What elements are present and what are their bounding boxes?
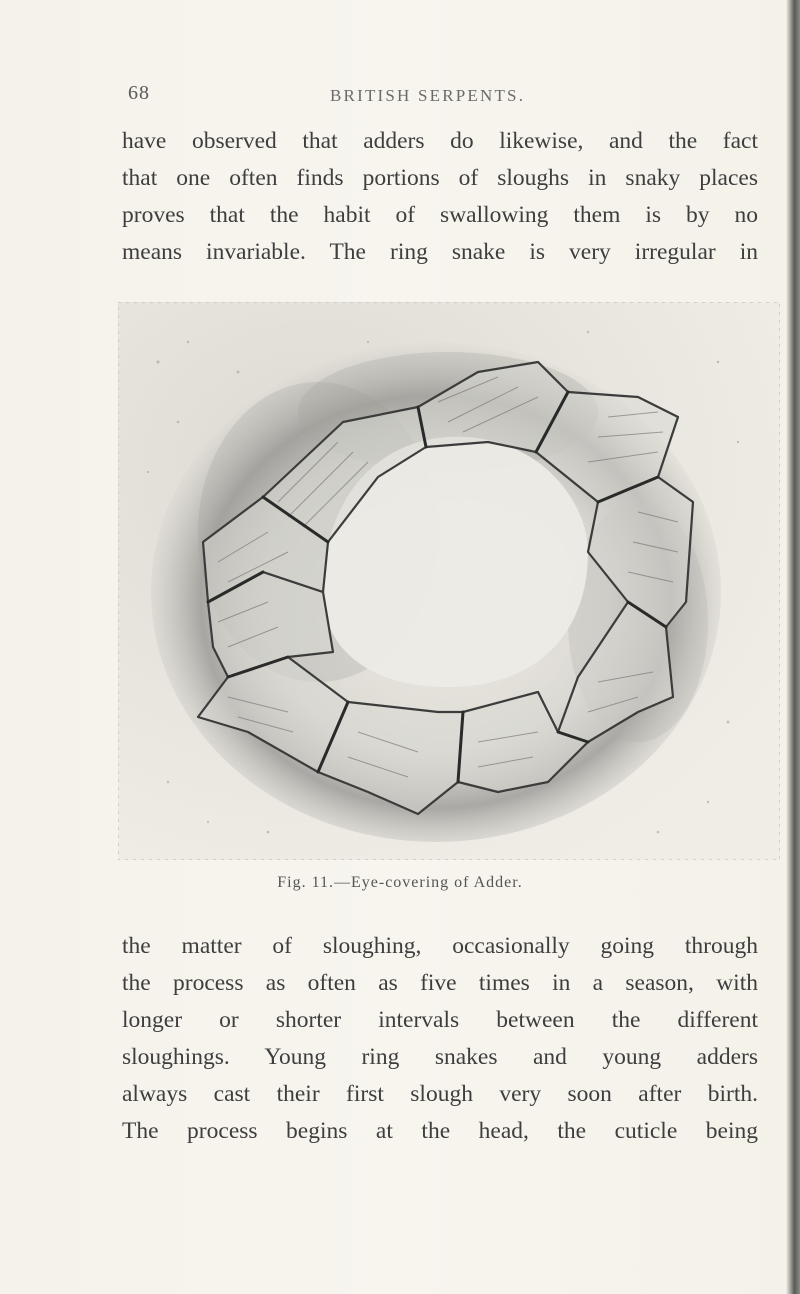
text-line: sloughings. Young ring snakes and young adders [122,1044,758,1070]
figure-illustration [118,302,780,860]
page-number: 68 [128,82,150,104]
binding-edge [786,0,800,1294]
paragraph-top [122,123,758,271]
running-head: BRITISH SERPENTS. [330,86,526,105]
text-line: always cast their first slough very soon after birth. [122,1081,758,1107]
text-line: longer or shorter intervals between the different [122,1007,758,1033]
figure-caption: Fig. 11.—Eye-covering of Adder. [277,874,523,891]
text-line: proves that the habit of swallowing them is by no [122,202,758,228]
text-line: means invariable. The ring snake is very irregular in [122,239,758,265]
text-line: The process begins at the head, the cuticle being [122,1118,758,1144]
text-line: have observed that adders do likewise, and the fact [122,128,758,154]
paragraph-bottom [122,928,758,1150]
text-line: the matter of sloughing, occasionally going through [122,933,758,959]
text-line: that one often finds portions of sloughs in snaky places [122,165,758,191]
text-line: the process as often as five times in a season, with [122,970,758,996]
